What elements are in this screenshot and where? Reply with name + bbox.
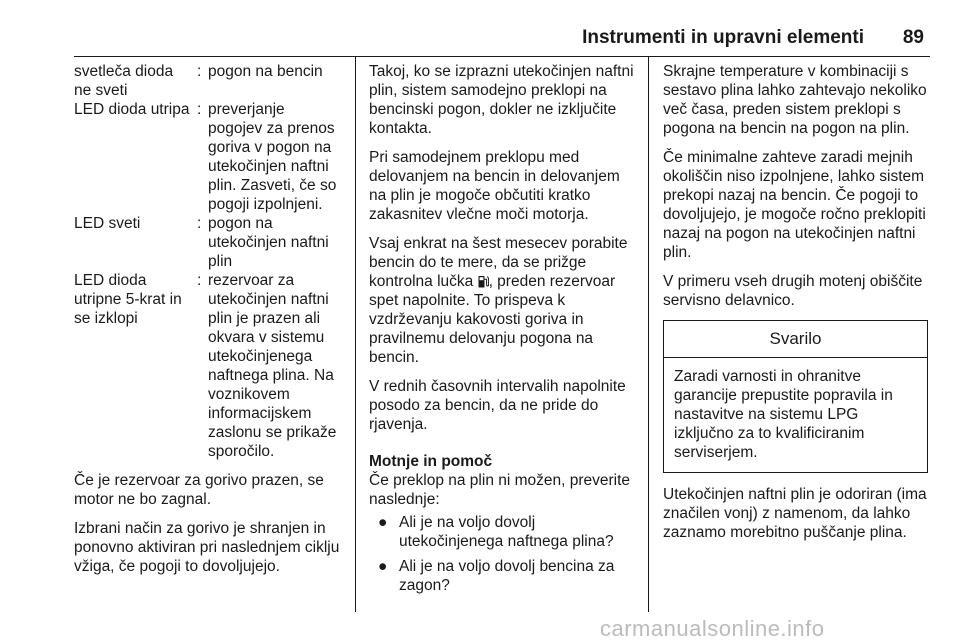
paragraph: Takoj, ko se izprazni utekočinjen naftni plin, sistem samodejno preklopi na bencinski pogon, dokler ne izključite kontakta. [369, 63, 634, 137]
section-heading: Motnje in pomoč [369, 453, 493, 470]
led-status-label: svetleča dioda ne sveti [74, 63, 174, 99]
paragraph: Skrajne temperature v kombinaciji s sestavo plina lahko zahtevajo nekoliko več časa, preden sistem preklopi s pogona na bencin na pogon na plin. [663, 63, 927, 137]
led-status-colon: : [197, 101, 202, 118]
warning-body: Zaradi varnosti in ohranitve garancije prepustite popravila in nastavitve na sistemu LPG izključno za to kvalificiranim serviserjem. [674, 368, 893, 461]
led-status-row [74, 62, 342, 100]
led-status-desc: preverjanje pogojev za prenos goriva v pogon na utekočinjen naftni plin. Zasveti, če so pogoji izpolnjeni. [208, 101, 337, 213]
led-status-label: LED sveti [74, 215, 141, 232]
page-header-title: Instrumenti in upravni elementi [582, 27, 864, 48]
led-status-colon: : [197, 63, 202, 80]
watermark: carmanualsonline.info [600, 616, 825, 641]
led-status-label: LED dioda utripne 5-krat in se izklopi [74, 272, 182, 327]
led-status-desc: pogon na utekočinjen naftni plin [208, 215, 329, 270]
paragraph: Če minimalne zahteve zaradi mejnih okoliščin niso izpolnjene, lahko sistem prekopi nazaj na bencin. Če pogoji to dovoljujejo, je mogoče ročno preklopiti nazaj na pogon na utekočinjen naftni plin. [663, 149, 926, 261]
led-status-desc: rezervoar za utekočinjen naftni plin je prazen ali okvara v sistemu utekočinjenega naftnega plina. Na voznikovem informacijskem zaslonu se prikaže sporočilo. [208, 272, 337, 460]
led-status-row [74, 214, 342, 271]
column-2 [369, 62, 635, 601]
paragraph: V primeru vseh drugih motenj obiščite servisno delavnico. [663, 273, 923, 309]
led-status-row [74, 271, 342, 461]
paragraph: Utekočinjen naftni plin je odoriran (ima značilen vonj) z namenom, da lahko zaznamo morebitno puščanje plina. [663, 486, 927, 541]
header-rule [74, 56, 930, 57]
list-item-text: Ali je na voljo dovolj bencina za zagon? [399, 558, 615, 594]
warning-box [663, 320, 928, 473]
list-item-text: Ali je na voljo dovolj utekočinjenega naftnega plina? [399, 514, 614, 550]
paragraph: Izbrani način za gorivo je shranjen in ponovno aktiviran pri naslednjem ciklju vžiga, če pogoji to dovoljujejo. [74, 520, 340, 575]
led-status-colon: : [197, 272, 202, 289]
led-status-label: LED dioda utripa [74, 101, 190, 118]
bullet-icon: ● [378, 558, 388, 575]
list-item [369, 513, 635, 551]
paragraph-text: , preden rezervoar spet napolnite. To prispeva k vzdrževanju kakovosti goriva in pravilnemu delovanju pogona na bencin. [369, 273, 616, 366]
paragraph-with-icon [369, 234, 635, 367]
list-item [369, 557, 635, 595]
led-status-colon: : [197, 215, 202, 232]
column-divider-2 [648, 57, 649, 612]
bullet-icon: ● [378, 514, 388, 531]
column-divider-1 [355, 57, 356, 612]
led-status-row [74, 100, 342, 214]
column-3 [663, 62, 928, 552]
paragraph: Pri samodejnem preklopu med delovanjem na bencin in delovanjem na plin je mogoče občutiti kratko zakasnitev vlečne moči motorja. [369, 149, 620, 223]
paragraph: Če preklop na plin ni možen, preverite naslednje: [369, 472, 631, 508]
fuel-pump-icon [478, 275, 489, 288]
paragraph: Če je rezervoar za gorivo prazen, se motor ne bo zagnal. [74, 472, 324, 508]
column-1 [74, 62, 342, 586]
warning-title: Svarilo [664, 321, 927, 358]
paragraph: V rednih časovnih intervalih napolnite posodo za bencin, da ne pride do rjavenja. [369, 378, 626, 433]
page-number: 89 [902, 27, 924, 48]
led-status-desc: pogon na bencin [208, 63, 323, 80]
bullet-list [369, 513, 635, 595]
paragraph-text: Vsaj enkrat na šest mesecev porabite bencin do te mere, da se prižge kontrolna lučka [369, 235, 628, 290]
